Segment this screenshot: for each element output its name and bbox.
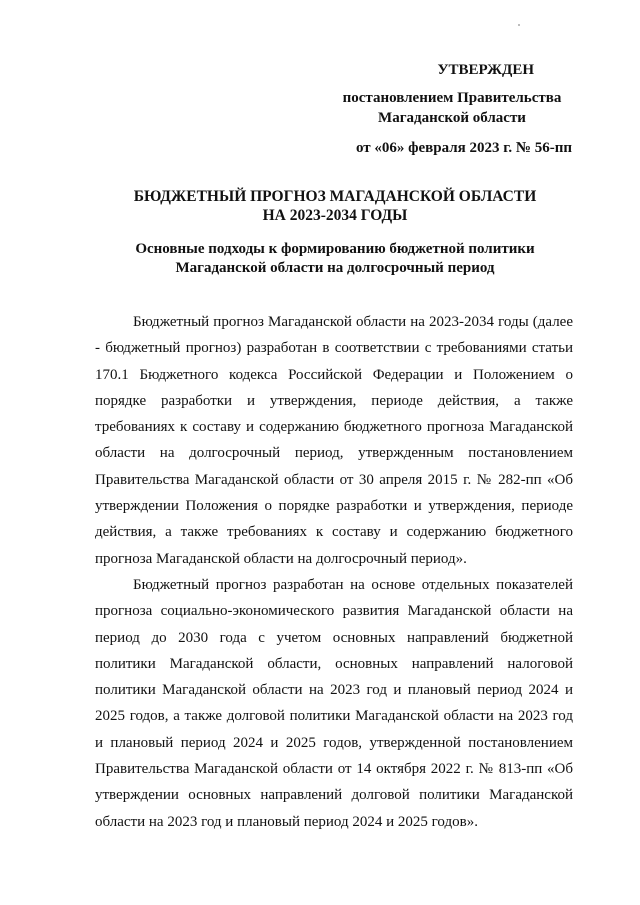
body-text xyxy=(95,309,573,835)
decree-reference xyxy=(332,88,572,128)
approval-stamp-block xyxy=(332,60,572,158)
paragraph-2: Бюджетный прогноз разработан на основе отдельных показателей прогноза социально-экономического развития Магаданской области на период до 2030 года с учетом основных направлений бюджетной политики Магаданской области, основных направлений налоговой политики Магаданской области на 2023 год и плановый период 2024 и 2025 годов, а также долговой политики Магаданской области на 2023 год и плановый период 2024 и 2025 годов, утвержденной постановлением Правительства Магаданской области от 14 октября 2022 г. № 813-пп «Об утверждении основных направлений долговой политики Магаданской области на 2023 год и плановый период 2024 и 2025 годов». xyxy=(95,576,573,830)
decree-date: от «06» февраля 2023 г. № 56-пп xyxy=(355,140,572,156)
decree-line-2: Магаданской области xyxy=(378,110,526,126)
title-line-1: БЮДЖЕТНЫЙ ПРОГНОЗ МАГАДАНСКОЙ ОБЛАСТИ xyxy=(133,188,537,205)
approved-label: УТВЕРЖДЕН xyxy=(437,62,534,78)
scan-speck xyxy=(518,24,520,26)
document-title xyxy=(96,187,574,225)
section-heading-line-1: Основные подходы к формированию бюджетной политики xyxy=(135,241,535,257)
title-line-2: НА 2023-2034 ГОДЫ xyxy=(262,207,408,224)
section-heading xyxy=(96,240,574,278)
decree-line-1: постановлением Правительства xyxy=(342,90,562,106)
paragraph-1: Бюджетный прогноз Магаданской области на 2023-2034 годы (далее - бюджетный прогноз) разработан в соответствии с требованиями статьи 170.1 Бюджетного кодекса Российской Федерации и Положением о порядке разработки и утверждения, периоде действия, а также требованиях к составу и содержанию бюджетного прогноза Магаданской области на долгосрочный период, утвержденным постановлением Правительства Магаданской области от 30 апреля 2015 г. № 282-пп «Об утверждении Положения о порядке разработки и утверждения, периоде действия, а также требованиях к составу и содержанию бюджетного прогноза Магаданской области на долгосрочный период». xyxy=(95,314,573,567)
section-heading-line-2: Магаданской области на долгосрочный период xyxy=(175,260,495,276)
